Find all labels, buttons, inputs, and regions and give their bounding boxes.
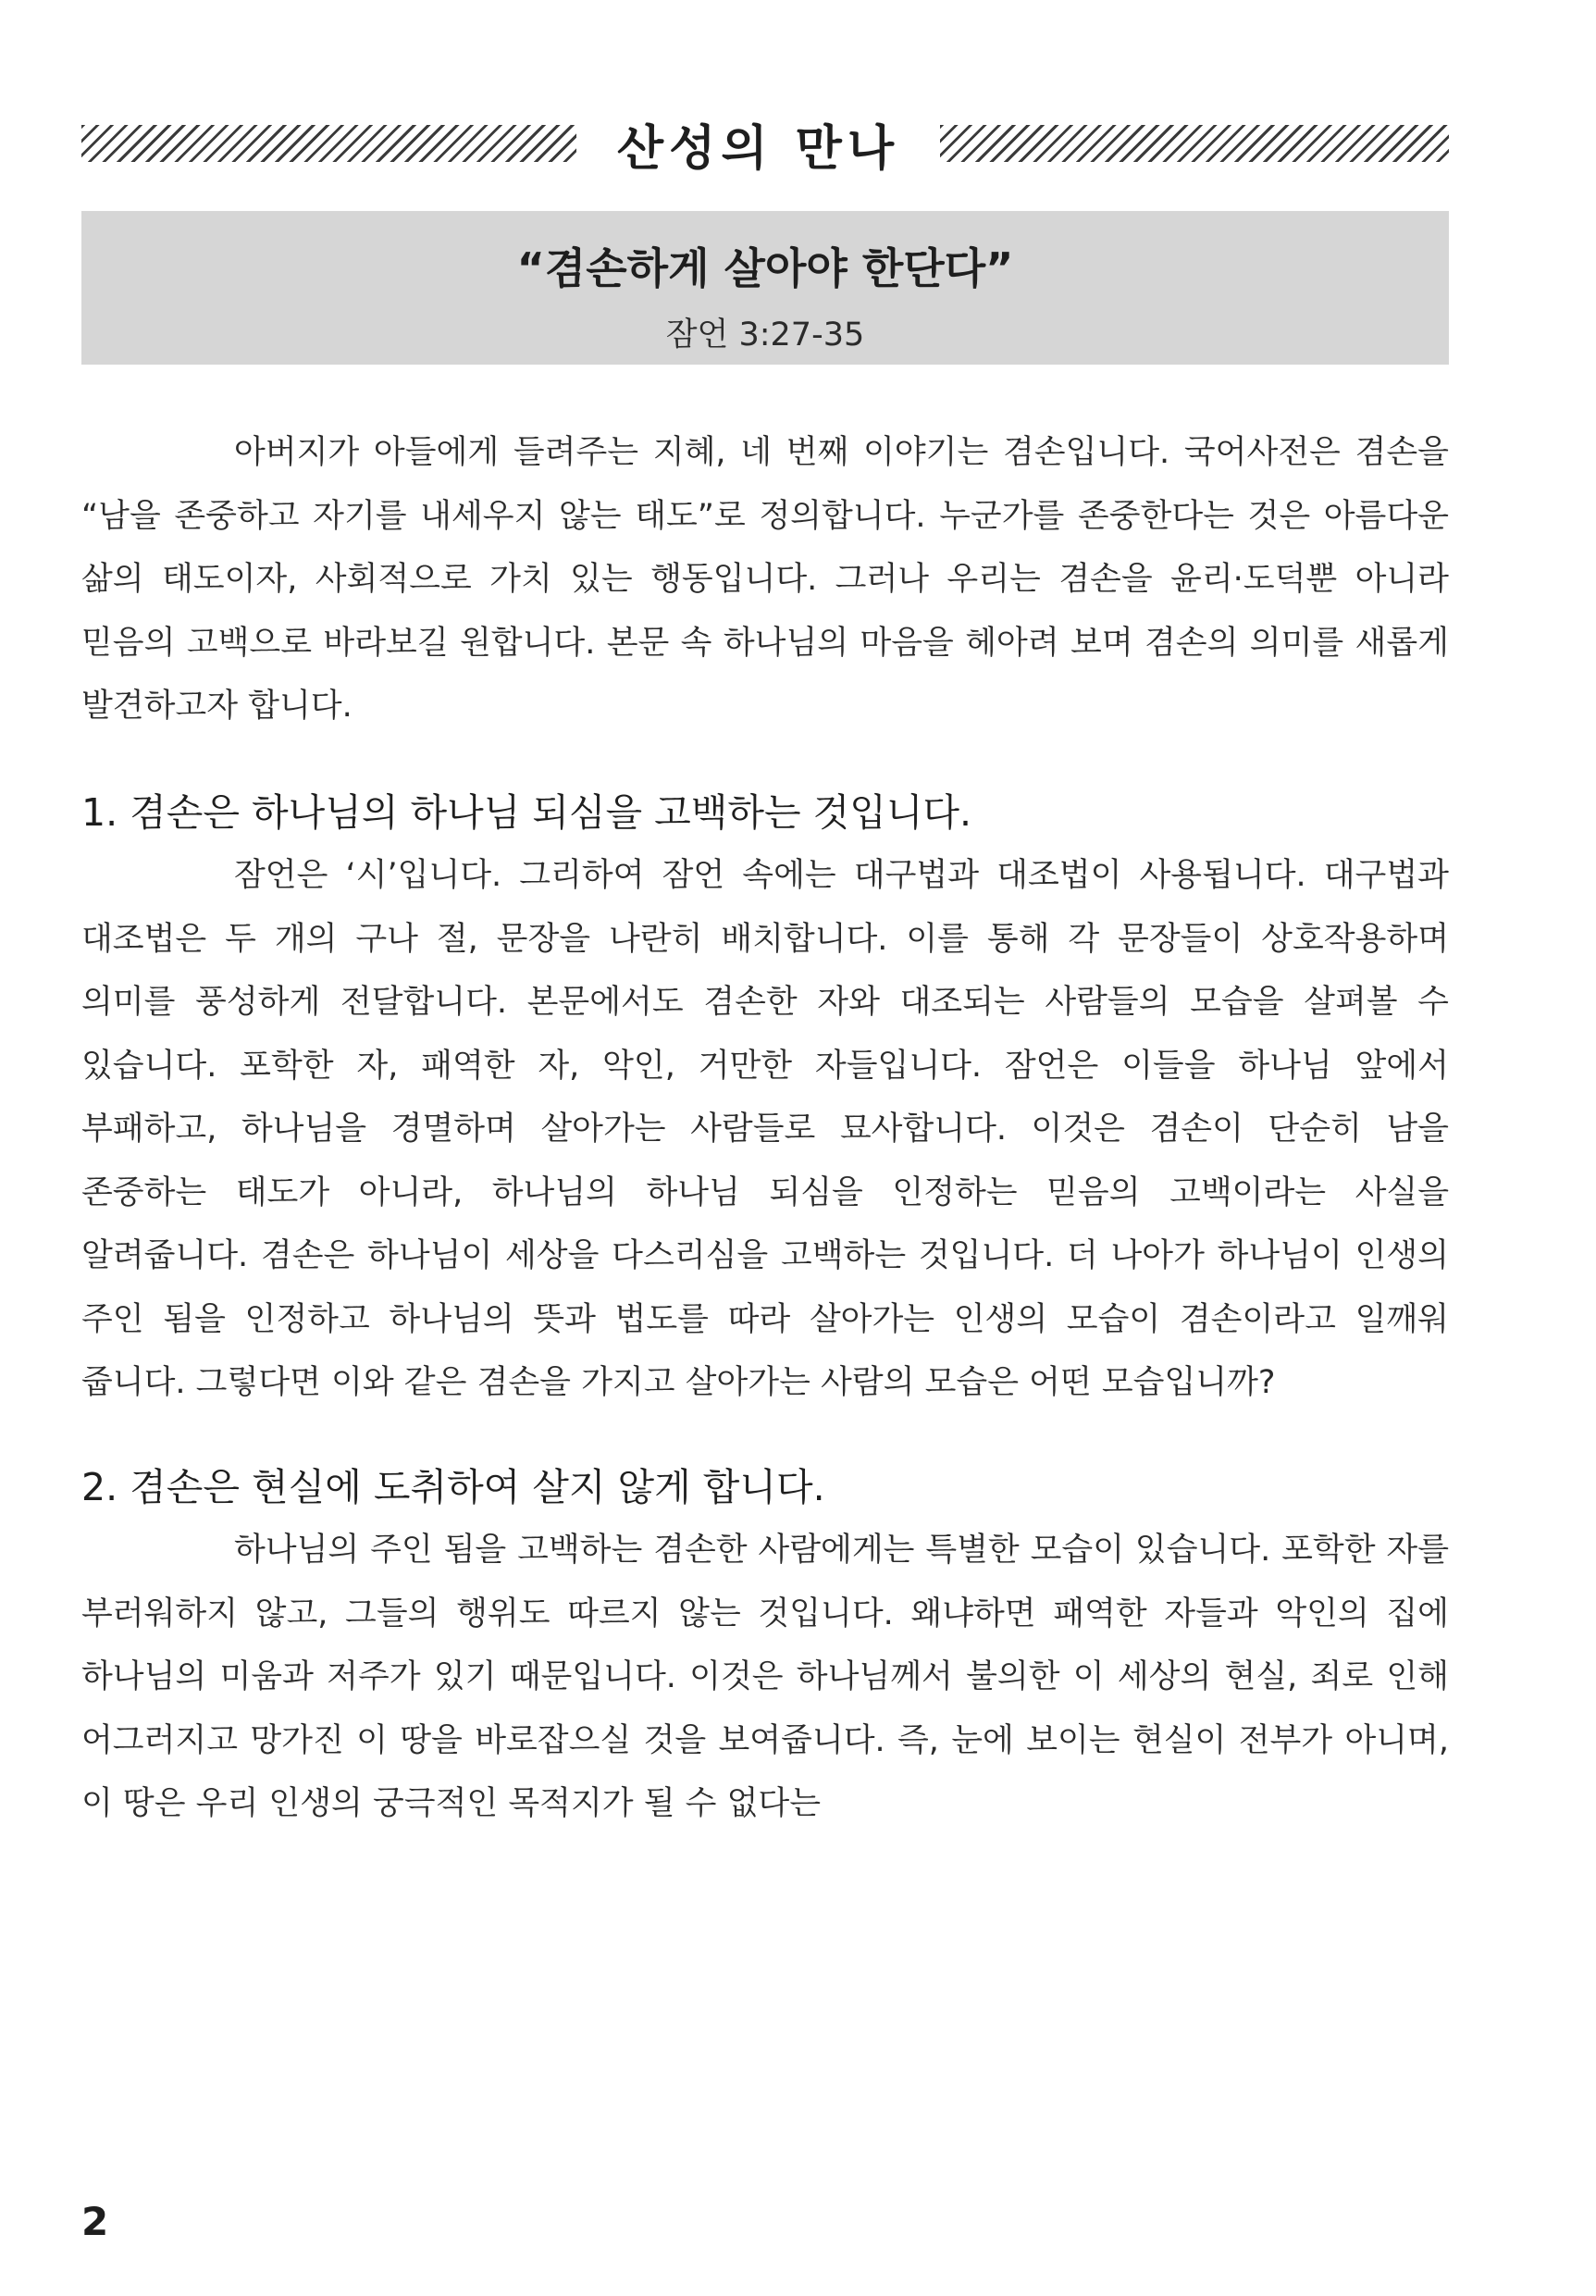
scripture-reference: 잠언 3:27-35 [665, 316, 865, 354]
sermon-body [81, 421, 1449, 1836]
hatch-decoration-right [940, 125, 1449, 162]
hatch-decoration-left [81, 125, 576, 162]
page-number: 2 [81, 2199, 109, 2244]
section-2-paragraph: 하나님의 주인 됨을 고백하는 겸손한 사람에게는 특별한 모습이 있습니다. 포학한 자를 부러워하지 않고, 그들의 행위도 따르지 않는 것입니다. 왜냐하면 패역한 자들과 악인의 집에 하나님의 미움과 저주가 있기 때문입니다. 이것은 하나님께서 불의한 이 세상의 현실, 죄로 인해 어그러지고 망가진 이 땅을 바로잡으실 것을 보여줍니다. 즉, 눈에 보이는 현실이 전부가 아니며, 이 땅은 우리 인생의 궁극적인 목적지가 될 수 없다는 [81, 1532, 1449, 1822]
section-title: 산성의 만나 [616, 120, 900, 177]
section-header [81, 106, 1449, 180]
sermon-title: “겸손하게 살아야 한단다” [516, 243, 1014, 293]
section-heading-1: 1. 겸손은 하나님의 하나님 되심을 고백하는 것입니다. [81, 789, 972, 835]
section-1-paragraph: 잠언은 ‘시’입니다. 그리하여 잠언 속에는 대구법과 대조법이 사용됩니다. 대구법과 대조법은 두 개의 구나 절, 문장을 나란히 배치합니다. 이를 통해 각 문장들이 상호작용하며 의미를 풍성하게 전달합니다. 본문에서도 겸손한 자와 대조되는 사람들의 모습을 살펴볼 수 있습니다. 포학한 자, 패역한 자, 악인, 거만한 자들입니다. 잠언은 이들을 하나님 앞에서 부패하고, 하나님을 경멸하며 살아가는 사람들로 묘사합니다. 이것은 겸손이 단순히 남을 존중하는 태도가 아니라, 하나님의 하나님 되심을 인정하는 믿음의 고백이라는 사실을 알려줍니다. 겸손은 하나님이 세상을 다스리심을 고백하는 것입니다. 더 나아가 하나님이 인생의 주인 됨을 인정하고 하나님의 뜻과 법도를 따라 살아가는 인생의 모습이 겸손이라고 일깨워 줍니다. 그렇다면 이와 같은 겸손을 가지고 살아가는 사람의 모습은 어떤 모습입니까? [81, 857, 1449, 1401]
intro-paragraph: 아버지가 아들에게 들려주는 지혜, 네 번째 이야기는 겸손입니다. 국어사전은 겸손을 “남을 존중하고 자기를 내세우지 않는 태도”로 정의합니다. 누군가를 존중한다는 것은 아름다운 삶의 태도이자, 사회적으로 가치 있는 행동입니다. 그러나 우리는 겸손을 윤리·도덕뿐 아니라 믿음의 고백으로 바라보길 원합니다. 본문 속 하나님의 마음을 헤아려 보며 겸손의 의미를 새롭게 발견하고자 합니다. [81, 434, 1449, 725]
sermon-title-box [81, 211, 1449, 365]
section-heading-2: 2. 겸손은 현실에 도취하여 살지 않게 합니다. [81, 1464, 825, 1509]
